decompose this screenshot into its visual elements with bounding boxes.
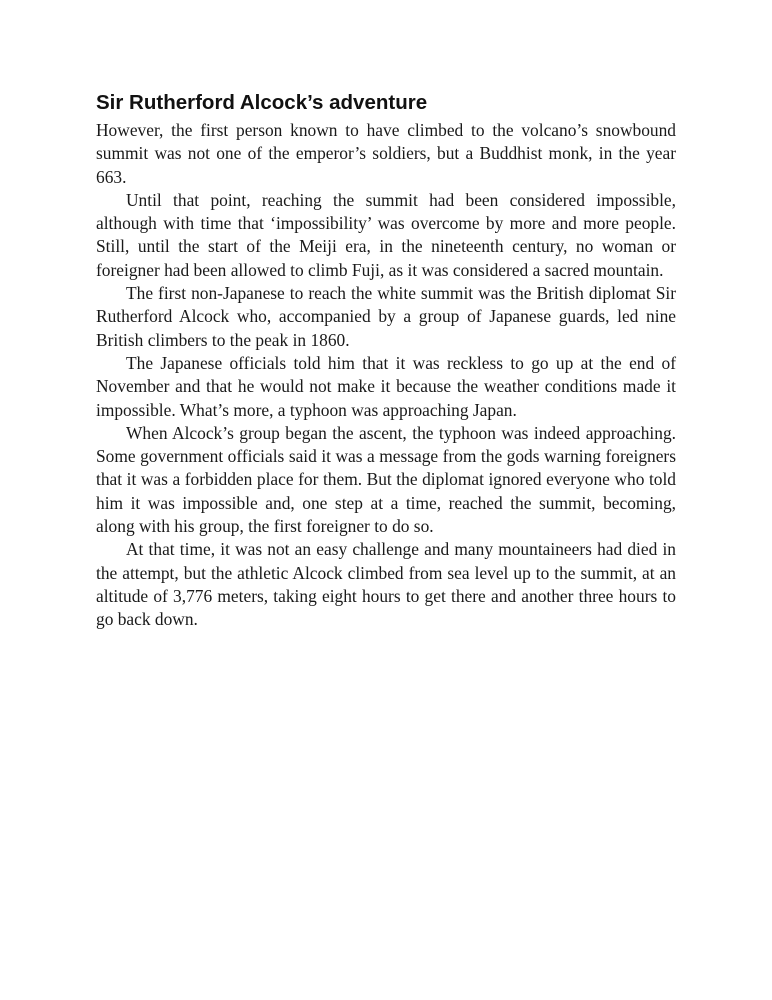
section-heading: Sir Rutherford Alcock’s adventure [96, 91, 428, 114]
paragraph-6: At that time, it was not an easy challenge and many mountaineers had died in the attempt, but the athletic Alcock climbed from sea level up to the summit, at an altitude of 3,776 meters, taking eight hours to get there and another three hours to go back down. [96, 539, 676, 630]
article-body [96, 119, 676, 632]
paragraph-2: Until that point, reaching the summit had been considered impossible, although with time that ‘impossibility’ was overcome by more and more people. Still, until the start of the Meiji era, in the nineteenth century, no woman or foreigner had been allowed to climb Fuji, as it was considered a sacred mountain. [96, 189, 676, 280]
paragraph-4: The Japanese officials told him that it was reckless to go up at the end of November and that he would not make it because the weather conditions made it impossible. What’s more, a typhoon was approaching Japan. [96, 352, 676, 420]
paragraph-5: When Alcock’s group began the ascent, the typhoon was indeed approaching. Some government officials said it was a message from the gods warning foreigners that it was a forbidden place for them. But the diplomat ignored everyone who told him it was impossible and, one step at a time, reached the summit, becoming, along with his group, the first foreigner to do so. [96, 422, 676, 537]
page-content [96, 90, 676, 632]
paragraph-1: However, the first person known to have climbed to the volcano’s snowbound summit was not one of the emperor’s soldiers, but a Buddhist monk, in the year 663. [96, 120, 676, 187]
paragraph-3: The first non-Japanese to reach the white summit was the British diplomat Sir Rutherford Alcock who, accompanied by a group of Japanese guards, led nine British climbers to the peak in 1860. [96, 283, 676, 350]
